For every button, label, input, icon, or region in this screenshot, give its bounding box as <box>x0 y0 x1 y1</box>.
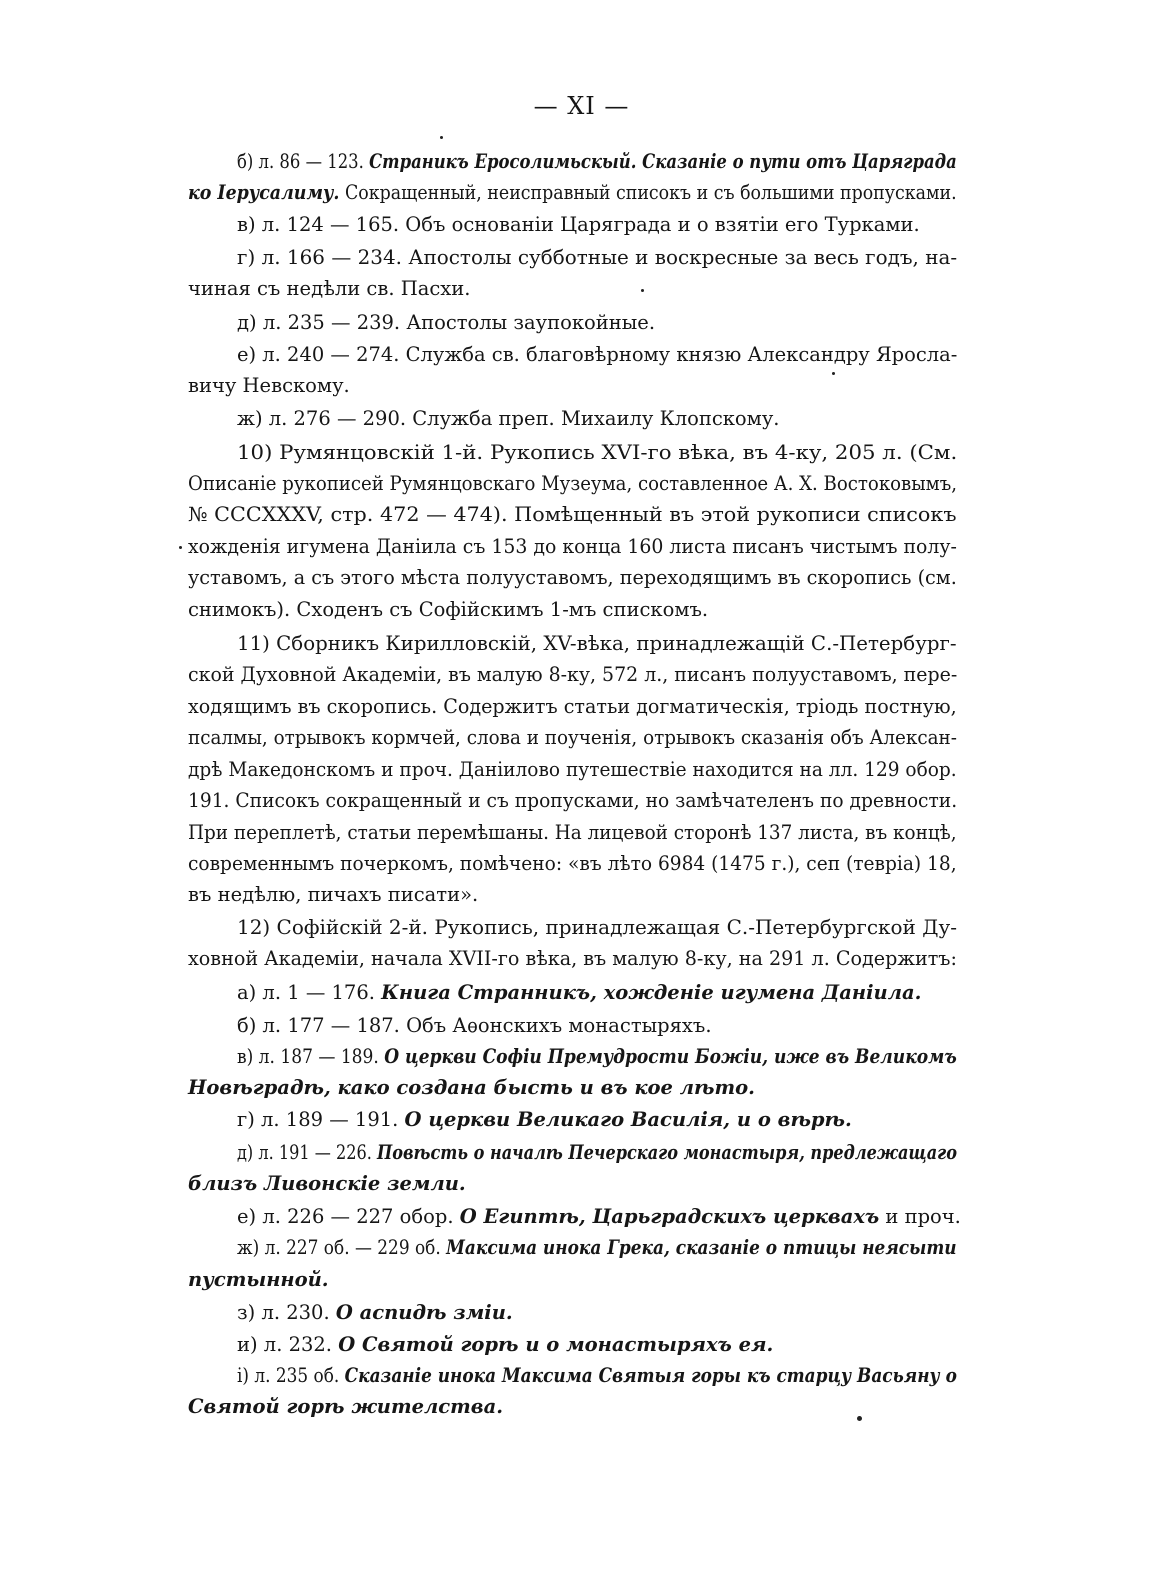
text-line <box>188 1270 329 1290</box>
italic-title-text: О Египтѣ, Царьградскихъ церквахъ <box>459 1205 880 1228</box>
text-segment: При переплетѣ, статьи перемѣшаны. На лицевой сторонѣ 137 листа, въ концѣ, <box>188 821 957 844</box>
text-line <box>237 152 957 172</box>
text-segment: ховной Академіи, начала XVII-го вѣка, въ малую 8-ку, на 291 л. Содержитъ: <box>188 947 957 970</box>
italic-title-text: близъ Ливонскіе земли. <box>188 1172 466 1195</box>
text-segment: и проч. <box>879 1205 961 1228</box>
text-segment: чиная съ недѣли св. Пасхи. <box>188 277 471 300</box>
page-number: — XI — <box>533 92 630 120</box>
text-line <box>188 760 957 780</box>
italic-title-text: Книга Странникъ, хожденіе игумена Даніила. <box>381 981 922 1004</box>
text-segment: хожденія игумена Даніила съ 153 до конца 160 листа писанъ чистымъ полу- <box>188 535 957 558</box>
text-segment: ходящимъ въ скоропись. Содержитъ статьи догматическія, тріодь постную, <box>188 695 957 718</box>
text-segment: современнымъ почеркомъ, помѣчено: «въ лѣто 6984 (1475 г.), сеп (тевріа) 18, <box>188 852 957 875</box>
text-segment: в) л. 124 — 165. Объ основаніи Царяграда и о взятіи его Турками. <box>237 213 920 236</box>
text-line <box>237 918 957 938</box>
text-line <box>188 1078 755 1098</box>
text-line <box>188 474 957 494</box>
italic-title-text: О аспидѣ зміи. <box>335 1301 513 1324</box>
text-line <box>188 505 957 525</box>
text-line <box>237 1110 852 1130</box>
text-segment: № СССХХХV, стр. 472 — 474). Помѣщенный въ этой рукописи списокъ <box>188 503 957 526</box>
italic-title-text: Страникъ Еросолимьскый. Сказаніе о пути отъ Царяграда <box>369 150 957 173</box>
speck <box>857 1416 862 1421</box>
text-line <box>237 1366 957 1386</box>
speck <box>440 136 443 139</box>
text-line <box>188 183 957 203</box>
text-segment: 11) Сборникъ Кирилловскій, XV-вѣка, принадлежащій С.-Петербург- <box>237 632 957 655</box>
italic-title-text: ко Іерусалиму. <box>188 181 340 204</box>
text-line <box>188 949 957 969</box>
text-segment: е) л. 240 — 274. Служба св. благовѣрному князю Александру Яросла- <box>237 343 958 366</box>
italic-title-text: О Святой горѣ и о монастыряхъ ея. <box>338 1333 774 1356</box>
text-line <box>188 1174 466 1194</box>
text-segment: псалмы, отрывокъ кормчей, слова и поученія, отрывокъ сказанія объ Алексан- <box>188 726 957 749</box>
text-line <box>188 665 957 685</box>
text-segment: г) л. 189 — 191. <box>237 1108 405 1131</box>
text-segment: 12) Софійскій 2-й. Рукопись, принадлежащая С.-Петербургской Ду- <box>237 916 957 939</box>
text-segment: ж) л. 276 — 290. Служба преп. Михаилу Клопскому. <box>237 407 780 430</box>
text-line <box>188 568 957 588</box>
text-line <box>237 1047 957 1067</box>
text-segment: Описаніе рукописей Румянцовскаго Музеума, составленное А. Х. Востоковымъ, <box>188 472 958 495</box>
text-line <box>237 345 957 365</box>
text-segment: вичу Невскому. <box>188 374 350 397</box>
italic-title-text: О церкви Софіи Премудрости Божіи, иже въ Великомъ <box>384 1045 957 1068</box>
italic-title-text: О церкви Великаго Василія, и о вѣрѣ. <box>404 1108 852 1131</box>
italic-title-text: Повѣсть о началѣ Печерскаго монастыря, предлежащаго <box>376 1141 957 1164</box>
text-segment: з) л. 230. <box>237 1301 336 1324</box>
speck <box>179 546 182 549</box>
italic-title-text: Сказаніе инока Максима Святыя горы къ старцу Васьяну о <box>344 1364 957 1387</box>
text-line <box>237 215 920 235</box>
text-segment: г) л. 166 — 234. Апостолы субботные и воскресные за весь годъ, на- <box>237 246 958 269</box>
text-segment: а) л. 1 — 176. <box>237 981 382 1004</box>
italic-title-text: Новѣградѣ, како создана бысть и въ кое лѣто. <box>188 1076 755 1099</box>
text-line <box>188 728 957 748</box>
speck <box>641 289 644 292</box>
text-line <box>237 1143 957 1163</box>
text-segment: и) л. 232. <box>237 1333 339 1356</box>
text-line <box>188 1397 503 1417</box>
text-segment: 10) Румянцовскій 1-й. Рукопись XVI-го вѣка, въ 4-ку, 205 л. (См. <box>237 441 958 464</box>
text-line <box>188 854 957 874</box>
text-line <box>237 443 957 463</box>
text-line <box>237 983 921 1003</box>
text-line <box>237 313 655 333</box>
text-line <box>188 697 957 717</box>
text-line <box>237 634 957 654</box>
text-line <box>188 885 478 905</box>
text-segment: е) л. 226 — 227 обор. <box>237 1205 460 1228</box>
text-line <box>237 1238 957 1258</box>
text-line <box>237 1335 773 1355</box>
text-segment: в) л. 187 — 189. <box>237 1045 385 1068</box>
text-segment: 191. Списокъ сокращенный и съ пропусками, но замѣчателенъ по древности. <box>188 789 958 812</box>
text-line <box>237 409 780 429</box>
text-segment: уставомъ, а съ этого мѣста полууставомъ, переходящимъ въ скоропись (см. <box>188 566 957 589</box>
text-line <box>237 1016 712 1036</box>
text-segment: б) л. 86 — 123. <box>237 150 370 173</box>
text-line <box>188 600 708 620</box>
text-segment: д) л. 191 — 226. <box>237 1141 377 1164</box>
text-line <box>237 248 957 268</box>
text-line <box>237 1207 961 1227</box>
text-segment: ж) л. 227 об. — 229 об. <box>237 1236 447 1259</box>
text-line <box>188 279 470 299</box>
text-segment: і) л. 235 об. <box>237 1364 345 1387</box>
text-line <box>188 791 957 811</box>
text-segment: ской Духовной Академіи, въ малую 8-ку, 572 л., писанъ полууставомъ, пере- <box>188 663 958 686</box>
speck <box>832 372 835 375</box>
text-segment: Сокращенный, неисправный списокъ и съ большими пропусками. <box>339 181 957 204</box>
italic-title-text: Святой горѣ жителства. <box>188 1395 504 1418</box>
text-segment: въ недѣлю, пичахъ писати». <box>188 883 479 906</box>
text-segment: дрѣ Македонскомъ и проч. Даніилово путешествіе находится на лл. 129 обор. <box>188 758 957 781</box>
text-line <box>188 823 957 843</box>
text-segment: д) л. 235 — 239. Апостолы заупокойные. <box>237 311 656 334</box>
text-line <box>237 1303 513 1323</box>
text-segment: снимокъ). Сходенъ съ Софійскимъ 1-мъ спискомъ. <box>188 598 709 621</box>
text-line <box>188 376 350 396</box>
text-segment: б) л. 177 — 187. Объ Аѳонскихъ монастыряхъ. <box>237 1014 712 1037</box>
text-line <box>188 537 957 557</box>
italic-title-text: Максима инока Грека, сказаніе о птицы неясыти <box>446 1236 957 1259</box>
italic-title-text: пустынной. <box>188 1268 329 1291</box>
